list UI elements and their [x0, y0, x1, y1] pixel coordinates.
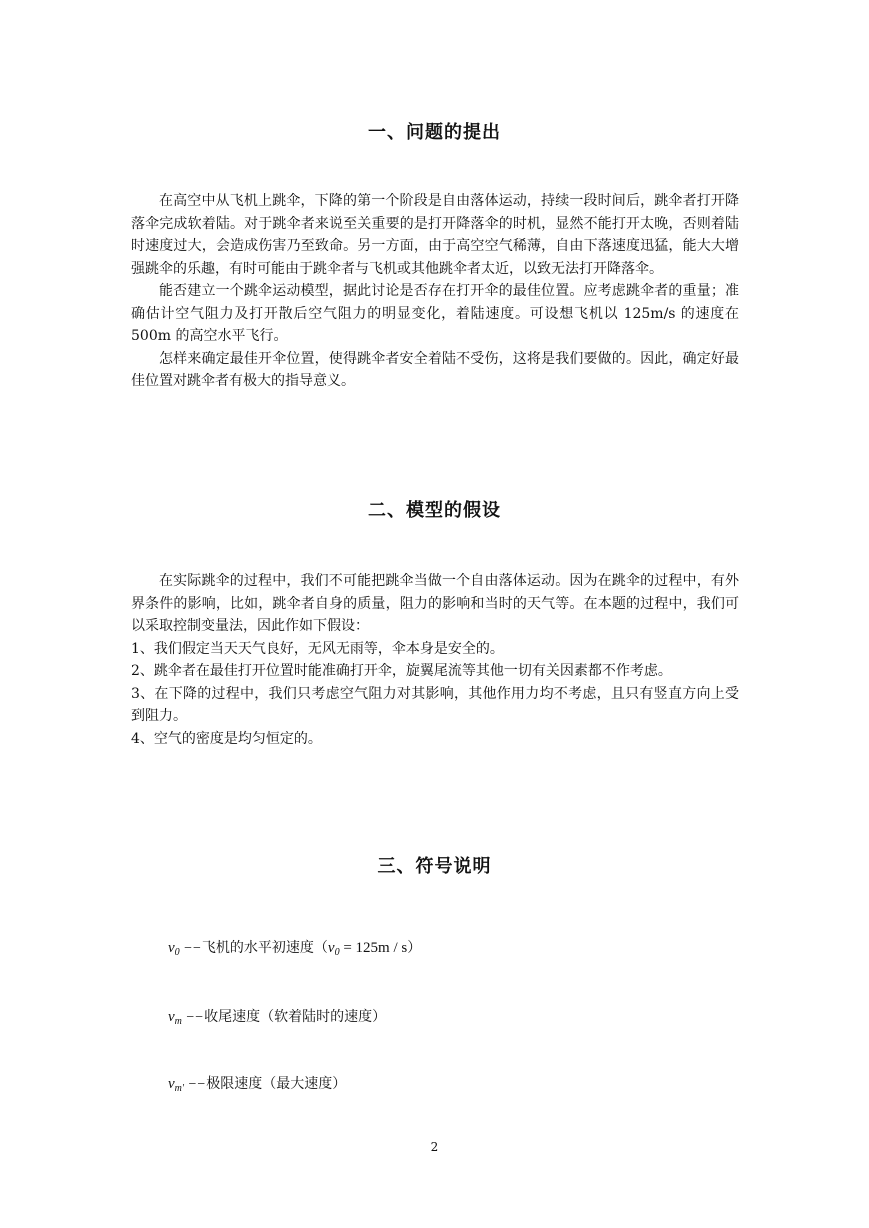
formula: $v_0 = 125m / s$	[327, 940, 408, 958]
symbol-dash: −−	[188, 1077, 207, 1092]
symbol-dash: −−	[184, 941, 202, 956]
section-heading-problem: 一、问题的提出	[368, 122, 501, 143]
paragraph: 在实际跳伞的过程中，我们不可能把跳伞当做一个自由落体运动。因为在跳伞的过程中，有外界条件的影响，比如，跳伞者自身的质量，阻力的影响和当时的天气等。在本题的过程中，我们可以采取控制变量法，因此作如下假设：	[131, 573, 739, 634]
section-body-assumptions	[131, 570, 739, 750]
symbol-description: 收尾速度（软着陆时的速度）	[204, 1009, 387, 1025]
symbol: $v_0$	[168, 940, 180, 958]
symbol-row-vm	[168, 1006, 386, 1033]
symbol-row-vm-prime	[168, 1073, 346, 1100]
section-body-problem	[131, 190, 739, 393]
page-number: 2	[430, 1140, 439, 1154]
symbol-dash: −−	[186, 1010, 205, 1025]
section-heading-symbols: 三、符号说明	[377, 856, 492, 877]
assumption-item: 3、在下降的过程中，我们只考虑空气阻力对其影响，其他作用力均不考虑，且只有竖直方向上受到阻力。	[131, 685, 739, 724]
assumption-item: 2、跳伞者在最佳打开位置时能准确打开伞，旋翼尾流等其他一切有关因素都不作考虑。	[131, 663, 672, 679]
symbol-description: 极限速度（最大速度）	[206, 1076, 347, 1092]
symbol: $v_{m'}$	[168, 1076, 185, 1094]
symbol: $v_m$	[168, 1009, 182, 1027]
symbol-description: 飞机的水平初速度（	[201, 940, 328, 956]
section-heading-assumptions: 二、模型的假设	[368, 500, 501, 521]
paragraph: 怎样来确定最佳开伞位置，使得跳伞者安全着陆不受伤，这将是我们要做的。因此，确定好最佳位置对跳伞者有极大的指导意义。	[131, 350, 739, 389]
symbol-description-end: ）	[407, 940, 422, 956]
symbol-row-v0	[168, 937, 421, 964]
assumption-item: 1、我们假定当天天气良好，无风无雨等，伞本身是安全的。	[131, 640, 504, 657]
paragraph: 能否建立一个跳伞运动模型，据此讨论是否存在打开伞的最佳位置。应考虑跳伞者的重量；准确估计空气阻力及打开散后空气阻力的明显变化，着陆速度。可设想飞机以 125m/s 的速度在 500m 的高空水平飞行。	[131, 283, 739, 344]
paragraph: 在高空中从飞机上跳伞，下降的第一个阶段是自由落体运动，持续一段时间后，跳伞者打开降落伞完成软着陆。对于跳伞者来说至关重要的是打开降落伞的时机，显然不能打开太晚，否则着陆时速度过大，会造成伤害乃至致命。另一方面，由于高空空气稀薄，自由下落速度迅猛，能大大增强跳伞的乐趣，有时可能由于跳伞者与飞机或其他跳伞者太近，以致无法打开降落伞。	[131, 193, 739, 277]
assumption-item: 4、空气的密度是均匀恒定的。	[131, 730, 322, 747]
